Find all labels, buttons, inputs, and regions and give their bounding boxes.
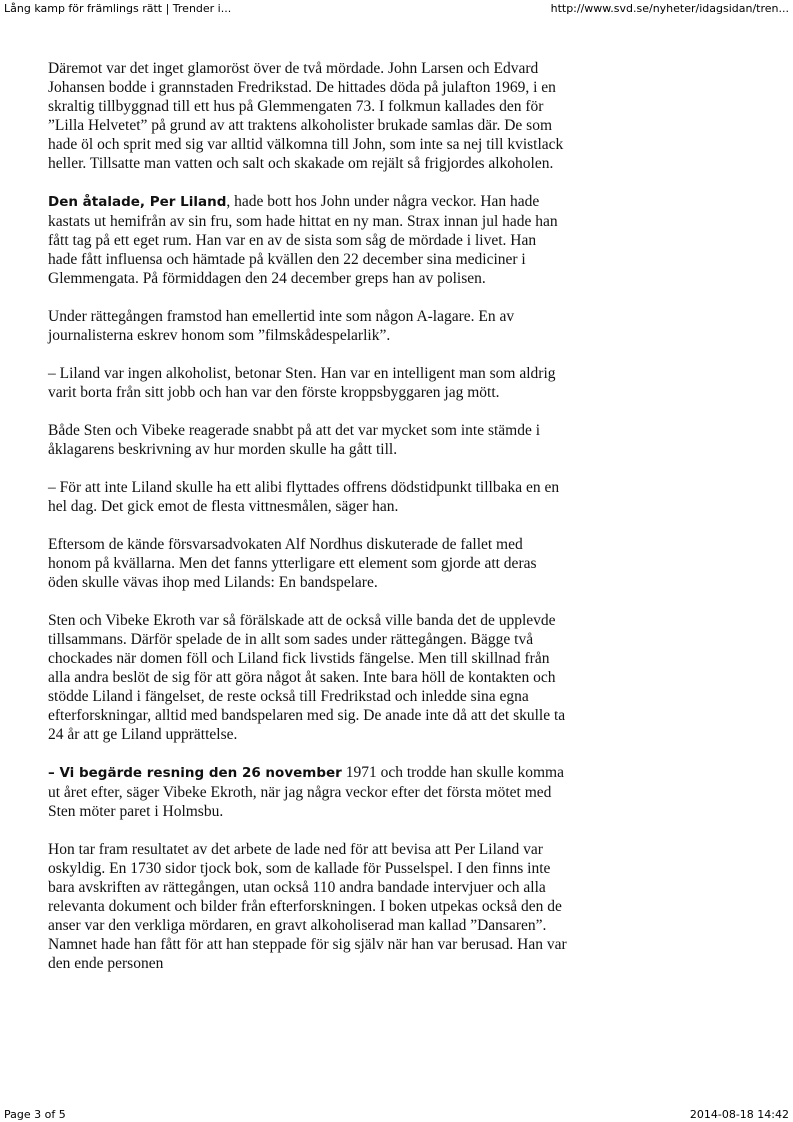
paragraph-6: – För att inte Liland skulle ha ett alibi flyttades offrens dödstidpunkt tillbaka en en hel dag. Det gick emot de flesta vittnesmålen, säger han. — [48, 479, 560, 515]
paragraph-2 — [48, 192, 568, 288]
paragraph-9-lead: – Vi begärde resning den 26 november — [48, 765, 342, 781]
paragraph-2-lead: Den åtalade, Per Liland — [48, 194, 227, 210]
page-footer-page-number: Page 3 of 5 — [4, 1108, 66, 1121]
paragraph-2-text: , hade bott hos John under några veckor. Han hade kastats ut hemifrån av sin fru, som hade hittat en ny man. Strax innan jul hade han fått tag på ett eget rum. Han var en av de sista som såg de mördade i livet. Han hade fått influensa och hämtade på kvällen den 22 december sina mediciner i Glemmengata. På förmiddagen den 24 december greps han av polisen. — [48, 193, 558, 287]
paragraph-8: Sten och Vibeke Ekroth var så förälskade att de också ville banda det de upplevde tillsammans. Därför spelade de in allt som sades under rättegången. Bägge två chockades när domen föll och Liland fick livstids fängelse. Men till skillnad från alla andra beslöt de sig för att göra något åt saken. Inte bara höll de kontakten och stödde Liland i fängelset, de reste också till Fredrikstad och inledde sina egna efterforskningar, alltid med bandspelaren med sig. De anade inte då att det skulle ta 24 år att ge Liland upprättelse. — [48, 612, 566, 743]
paragraph-9 — [48, 763, 568, 821]
page-header-url: http://www.svd.se/nyheter/idagsidan/tren... — [550, 2, 789, 15]
paragraph-5: Både Sten och Vibeke reagerade snabbt på att det var mycket som inte stämde i åklagarens beskrivning av hur morden skulle ha gått till. — [48, 422, 541, 458]
paragraph-1: Däremot var det inget glamoröst över de två mördade. John Larsen och Edvard Johansen bodde i grannstaden Fredrikstad. De hittades döda på julafton 1969, i en skraltig tillbyggnad till ett hus på Glemmengaten 73. I folkmun kallades den för ”Lilla Helvetet” på grund av att traktens alkoholister brukade samlas där. De som hade öl och sprit med sig var alltid välkomna till John, som inte sa nej till kvistlack heller. Tillsatte man vatten och salt och skakade om rejält så frigjordes alkoholen. — [48, 60, 564, 172]
page-footer-timestamp: 2014-08-18 14:42 — [689, 1108, 789, 1121]
paragraph-3: Under rättegången framstod han emellertid inte som någon A-lagare. En av journalisterna eskrev honom som ”filmskådespelarlik”. — [48, 308, 515, 344]
paragraph-4: – Liland var ingen alkoholist, betonar Sten. Han var en intelligent man som aldrig varit borta från sitt jobb och han var den förste kroppsbyggaren jag mött. — [48, 365, 556, 401]
article-body — [48, 59, 568, 992]
paragraph-7: Eftersom de kände försvarsadvokaten Alf Nordhus diskuterade de fallet med honom på kvällarna. Men det fanns ytterligare ett element som gjorde att deras öden skulle vävas ihop med Lilands: En bandspelare. — [48, 536, 537, 591]
page-header-title: Lång kamp för främlings rätt | Trender i... — [4, 2, 232, 15]
paragraph-10: Hon tar fram resultatet av det arbete de lade ned för att bevisa att Per Liland var oskyldig. En 1730 sidor tjock bok, som de kallade för Pusselspel. I den finns inte bara avskriften av rättegången, utan också 110 andra bandade intervjuer och alla relevanta dokument och bilder från efterforskningen. I boken utpekas också den de anser var den verkliga mördaren, en gravt alkoholiserad man kallad ”Dansaren”. Namnet hade han fått för att han steppade för sig själv när han var berusad. Han var den ende personen — [48, 841, 567, 972]
paragraph-9-text: 1971 och trodde han skulle komma ut året efter, säger Vibeke Ekroth, när jag några veckor efter det första mötet med Sten möter paret i Holmsbu. — [48, 764, 564, 820]
